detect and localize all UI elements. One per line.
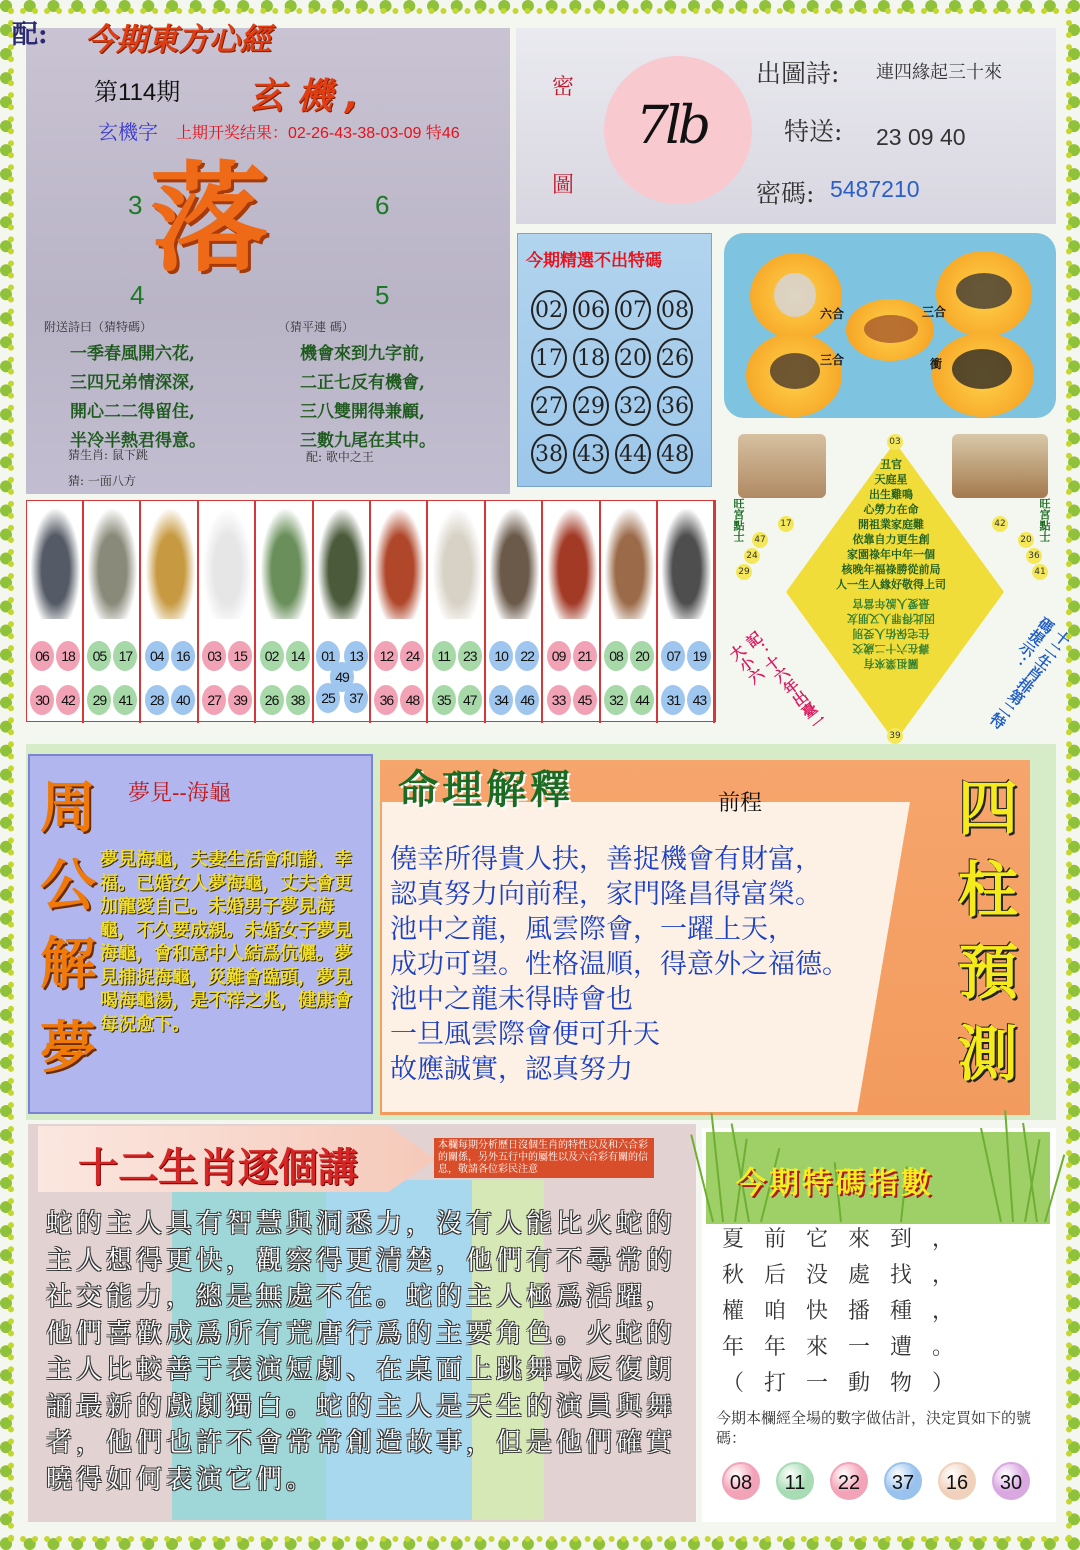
diamond-line: 開祖業家庭難 bbox=[858, 518, 924, 531]
dream-vertical-char: 周 bbox=[40, 775, 96, 841]
special-number-ball: 43 bbox=[573, 434, 609, 474]
last-result: 上期开奖结果：02-26-43-38-03-09 特46 bbox=[176, 125, 460, 142]
snake-icon bbox=[318, 509, 367, 619]
zodiac-number-ball: 04 bbox=[145, 641, 169, 671]
diamond-line-inverted: 壽在六十二歲交 bbox=[852, 642, 930, 655]
zodiac-number-ball: 20 bbox=[630, 641, 654, 671]
zodiac-number-ball: 36 bbox=[374, 685, 398, 715]
talk-note: 本欄每期分析歷日沒個生肖的特性以及和六合彩的關係，另外五行中的屬性以及六合彩有關的信息，敬請各位彩民注意 bbox=[434, 1138, 654, 1178]
seal-char: 圖 bbox=[552, 173, 575, 198]
horse-icon bbox=[375, 509, 424, 619]
zodiac-number-ball: 25 bbox=[316, 683, 340, 713]
poem-line: 二正七反有機會, bbox=[300, 373, 425, 393]
diamond-line: 核晚年福祿勝從前局 bbox=[841, 563, 941, 576]
zodiac-number-ball: 10 bbox=[489, 641, 513, 671]
zodiac-number-ball: 21 bbox=[573, 641, 597, 671]
diamond-line: 天庭星 bbox=[874, 473, 908, 486]
fate-line: 池中之龍，風雲際會，一躍上天， bbox=[390, 914, 795, 945]
diamond-number: 39 bbox=[887, 728, 903, 744]
special-number-ball: 27 bbox=[531, 386, 567, 426]
diamond-side-number: 42 bbox=[992, 516, 1008, 532]
special-number-ball: 32 bbox=[615, 386, 651, 426]
poem-value: 連四緣起三十來 bbox=[876, 62, 1002, 83]
special-numbers-box bbox=[517, 233, 712, 487]
dragon-icon bbox=[261, 509, 310, 619]
seal-char: 密 bbox=[552, 75, 575, 100]
special-number-ball: 20 bbox=[615, 338, 651, 378]
zodiac-number-ball: 26 bbox=[260, 685, 284, 715]
index-number-ball: 30 bbox=[992, 1462, 1030, 1500]
zodiac-relation-diagram bbox=[724, 233, 1056, 418]
left-poem-heading: 附送詩曰（猜特碼） bbox=[44, 320, 153, 334]
riddle-line: 秋后没處找， bbox=[722, 1263, 975, 1288]
special-number-ball: 29 bbox=[573, 386, 609, 426]
zodiac-number-ball: 22 bbox=[515, 641, 539, 671]
zodiac-column bbox=[257, 501, 314, 723]
fate-line: 池中之龍未得時會也 bbox=[390, 984, 633, 1015]
riddle-line: 年年來一遭。 bbox=[722, 1335, 975, 1360]
special-title: 今期精選不出特碼 bbox=[526, 251, 662, 271]
zodiac-number-ball: 45 bbox=[573, 685, 597, 715]
zodiac-number-ball: 43 bbox=[687, 685, 711, 715]
fate-subtitle: 前程 bbox=[718, 791, 763, 816]
special-number-ball: 26 bbox=[657, 338, 693, 378]
diamond-side-number: 47 bbox=[752, 532, 768, 548]
mystery-character: 落 bbox=[150, 149, 269, 288]
poem-line: 開心二二得留住, bbox=[70, 402, 195, 422]
special-number-ball: 48 bbox=[657, 434, 693, 474]
code-label: 密碼: bbox=[756, 179, 815, 208]
zodiac-column bbox=[27, 501, 84, 723]
zodiac-number-ball: 39 bbox=[228, 685, 252, 715]
zodiac-number-ball: 46 bbox=[515, 685, 539, 715]
pillar-prediction-title: 四柱預測 bbox=[958, 774, 1018, 1090]
zodiac-column bbox=[544, 501, 601, 723]
zodiac-column bbox=[314, 501, 371, 723]
zodiac-number-ball: 14 bbox=[286, 641, 310, 671]
fate-line: 成功可望。性格温順，得意外之福德。 bbox=[390, 949, 849, 980]
zodiac-number-ball: 16 bbox=[171, 641, 195, 671]
diamond-side-number: 29 bbox=[736, 564, 752, 580]
pei-label: 配: bbox=[12, 20, 48, 50]
dog-icon bbox=[605, 509, 654, 619]
index-number-ball: 37 bbox=[884, 1462, 922, 1500]
zodiac-number-ball: 05 bbox=[87, 641, 111, 671]
poem-line: 一季春風開六花, bbox=[70, 344, 195, 364]
special-number-ball: 02 bbox=[531, 290, 567, 330]
left-label: 旺宮點士 bbox=[732, 498, 745, 542]
diamond-number: 03 bbox=[887, 434, 903, 450]
index-riddle bbox=[722, 1222, 1042, 1402]
fate-line: 一旦風雲際會便可升天 bbox=[390, 1019, 660, 1050]
zodiac-number-ball: 01 bbox=[316, 641, 340, 671]
poem-line: 半冷半熱君得意。 bbox=[70, 431, 206, 451]
diamond-side-number: 20 bbox=[1018, 532, 1034, 548]
zodiac-number-ball: 12 bbox=[374, 641, 398, 671]
zodiac-number-ball: 48 bbox=[400, 685, 424, 715]
fate-line: 僥幸所得貴人扶，善捉機會有財富， bbox=[390, 844, 822, 875]
zodiac-number-ball: 23 bbox=[458, 641, 482, 671]
index-number-ball: 16 bbox=[938, 1462, 976, 1500]
zodiac-number-ball: 38 bbox=[286, 685, 310, 715]
special-number-ball: 06 bbox=[573, 290, 609, 330]
fate-line: 故應誠實，認真努力 bbox=[390, 1054, 633, 1085]
xuanji-title: 玄 機 , bbox=[248, 76, 359, 117]
zodiac-number-ball: 31 bbox=[661, 685, 685, 715]
poem-line: 三八雙開得兼顧, bbox=[300, 402, 425, 422]
zodiac-number-ball: 35 bbox=[432, 685, 456, 715]
page-title: 今期東方心經 bbox=[85, 22, 271, 58]
zodiac-number-ball: 02 bbox=[260, 641, 284, 671]
left-poem bbox=[70, 340, 206, 456]
poem-label: 出圖詩: bbox=[756, 59, 840, 88]
right-poem-heading: （猜平連 碼） bbox=[278, 320, 354, 334]
zodiac-number-ball: 11 bbox=[432, 641, 456, 671]
relation-label: 三合 bbox=[820, 353, 845, 367]
zodiac-number-ball: 44 bbox=[630, 685, 654, 715]
index-note: 今期本欄經全場的數字做估計，決定買如下的號碼： bbox=[716, 1409, 1032, 1447]
zodiac-number-table bbox=[26, 500, 716, 722]
special-number-ball: 07 bbox=[615, 290, 651, 330]
zodiac-column bbox=[84, 501, 141, 723]
code-value: 5487210 bbox=[830, 176, 920, 202]
rat-icon bbox=[31, 509, 80, 619]
dream-text: 夢見海龜，夫妻生活會和諧、幸福。已婚女人夢海龜，丈夫會更加寵愛自己。未婚男子夢見海龜，不久要成親。未婚女子夢見海龜，會和意中人結爲伉儷。夢見捕捉海龜，災難會臨頭，夢見喝海龜湯，是不祥之兆，健康會每況愈下。 bbox=[100, 849, 352, 1035]
relation-label: 三合 bbox=[922, 305, 947, 319]
tiger-icon bbox=[146, 509, 195, 619]
send-value: 23 09 40 bbox=[876, 124, 966, 150]
zodiac-column bbox=[601, 501, 658, 723]
pig-icon bbox=[662, 509, 711, 619]
zodiac-number-ball: 08 bbox=[604, 641, 628, 671]
corner-number: 4 bbox=[130, 280, 145, 310]
fate-text bbox=[390, 842, 849, 1087]
diamond-side-number: 36 bbox=[1026, 548, 1042, 564]
diamond-line: 家園祿年中年一個 bbox=[847, 548, 935, 561]
dream-vertical-char: 解 bbox=[40, 931, 96, 997]
zodiac-number-ball: 09 bbox=[547, 641, 571, 671]
guess-other: 猜: 一面八方 bbox=[68, 474, 136, 488]
diamond-line-inverted: 最愛人說年當官 bbox=[852, 597, 930, 610]
pei-note: 配: 歌中之王 bbox=[306, 450, 374, 464]
rabbit-icon bbox=[203, 509, 252, 619]
corner-number: 6 bbox=[375, 190, 390, 220]
diamond-line: 丑官 bbox=[880, 458, 902, 471]
diamond-line-inverted: 因此得罪人又朋友 bbox=[847, 612, 935, 625]
zodiac-number-ball: 49 bbox=[330, 662, 354, 692]
relation-label: 六合 bbox=[820, 307, 845, 321]
diamond-line: 出生雞鳴 bbox=[869, 488, 913, 501]
zodiac-column bbox=[371, 501, 428, 723]
zodiac-number-ball: 15 bbox=[228, 641, 252, 671]
special-number-ball: 44 bbox=[615, 434, 651, 474]
special-number-ball: 18 bbox=[573, 338, 609, 378]
zodiac-column bbox=[199, 501, 256, 723]
xuanji-zi-label: 玄機字 bbox=[98, 120, 158, 144]
bottom-left-note: 記：十六年出臺一大小六 bbox=[725, 628, 830, 734]
special-number-ball: 17 bbox=[531, 338, 567, 378]
diamond-side-number: 41 bbox=[1032, 564, 1048, 580]
zodiac-column bbox=[142, 501, 199, 723]
zodiac-number-ball: 40 bbox=[171, 685, 195, 715]
diamond-line: 依靠自力更生創 bbox=[852, 533, 930, 546]
goat-icon bbox=[433, 509, 482, 619]
talk-text: 蛇的主人具有智慧與洞悉力，沒有人能比火蛇的主人想得更快，觀察得更清楚，他們有不尋常的社交能力，總是無處不在。蛇的主人極爲活躍，他們喜歡成爲所有荒唐行爲的主要角色。火蛇的主人比較善于表演短劇、在桌面上跳舞或反復朗誦最新的戲劇獨白。蛇的主人是天生的演員與舞者，他們也許不會常常創造故事，但是他們確實曉得如何表演它們。 bbox=[46, 1209, 677, 1495]
zodiac-number-ball: 27 bbox=[202, 685, 226, 715]
zodiac-number-ball: 18 bbox=[56, 641, 80, 671]
zodiac-number-ball: 30 bbox=[30, 685, 54, 715]
fate-title: 命理解釋 bbox=[398, 766, 574, 813]
zodiac-number-ball: 17 bbox=[113, 641, 137, 671]
talk-title: 十二生肖逐個講 bbox=[78, 1144, 358, 1191]
right-label: 旺宮點士 bbox=[1038, 498, 1051, 542]
zodiac-number-ball: 07 bbox=[661, 641, 685, 671]
corner-number: 5 bbox=[375, 280, 390, 310]
zodiac-number-ball: 29 bbox=[87, 685, 111, 715]
right-poem bbox=[300, 340, 436, 456]
guess-shengxiao: 猜生肖: 鼠下跳 bbox=[68, 448, 148, 462]
diamond-poem bbox=[725, 430, 1074, 750]
zodiac-number-ball: 47 bbox=[458, 685, 482, 715]
poem-line: 機會來到九字前, bbox=[300, 344, 425, 364]
dream-vertical-char: 夢 bbox=[40, 1015, 96, 1081]
poem-line: 三數九尾在其中。 bbox=[300, 431, 436, 451]
send-label: 特送: bbox=[784, 117, 843, 146]
diamond-line-inverted: 住宅保佑人受別 bbox=[852, 627, 930, 640]
ox-icon bbox=[88, 509, 137, 619]
dream-vertical-char: 公 bbox=[40, 853, 96, 919]
handwriting-glyph: 7lb bbox=[636, 96, 708, 156]
diamond-line: 心勞力在命 bbox=[863, 503, 919, 516]
zodiac-number-ball: 33 bbox=[547, 685, 571, 715]
special-number-ball: 08 bbox=[657, 290, 693, 330]
zodiac-column bbox=[429, 501, 486, 723]
zodiac-number-ball: 24 bbox=[400, 641, 424, 671]
riddle-line: 夏前它來到， bbox=[722, 1227, 975, 1252]
index-number-ball: 11 bbox=[776, 1462, 814, 1500]
special-number-ball: 36 bbox=[657, 386, 693, 426]
dream-title: 夢見--海龜 bbox=[128, 781, 231, 806]
index-number-ball: 08 bbox=[722, 1462, 760, 1500]
zodiac-number-ball: 37 bbox=[344, 683, 368, 713]
zodiac-column bbox=[658, 501, 715, 723]
zodiac-number-ball: 13 bbox=[344, 641, 368, 671]
zodiac-number-ball: 41 bbox=[113, 685, 137, 715]
dream-interpretation-box bbox=[28, 754, 373, 1114]
diamond-side-number: 17 bbox=[778, 516, 794, 532]
fate-line: 認真努力向前程，家門隆昌得富榮。 bbox=[390, 879, 822, 910]
zodiac-number-ball: 42 bbox=[56, 685, 80, 715]
zodiac-number-ball: 32 bbox=[604, 685, 628, 715]
relation-label: 衝 bbox=[930, 357, 943, 371]
poem-line: 三四兄弟情深深, bbox=[70, 373, 195, 393]
index-title: 今期特碼指數 bbox=[736, 1166, 934, 1201]
diamond-line: 人一生人緣好敬得上司 bbox=[836, 578, 946, 591]
issue-number: 第114期 bbox=[94, 79, 181, 106]
zodiac-column bbox=[486, 501, 543, 723]
riddle-line: （打一動物） bbox=[722, 1371, 975, 1396]
zodiac-number-ball: 34 bbox=[489, 685, 513, 715]
diamond-side-number: 24 bbox=[744, 548, 760, 564]
monkey-icon bbox=[490, 509, 539, 619]
zodiac-number-ball: 03 bbox=[202, 641, 226, 671]
corner-number: 3 bbox=[128, 190, 143, 220]
special-number-ball: 38 bbox=[531, 434, 567, 474]
zodiac-number-ball: 19 bbox=[687, 641, 711, 671]
index-number-ball: 22 bbox=[830, 1462, 868, 1500]
bottom-right-note: 十二生肖排第二特碼提示： bbox=[985, 613, 1074, 733]
riddle-line: 權咱快播種， bbox=[722, 1299, 975, 1324]
rooster-icon bbox=[548, 509, 597, 619]
zodiac-number-ball: 28 bbox=[145, 685, 169, 715]
diamond-line-inverted: 關祖業來有 bbox=[863, 657, 919, 670]
zodiac-number-ball: 06 bbox=[30, 641, 54, 671]
